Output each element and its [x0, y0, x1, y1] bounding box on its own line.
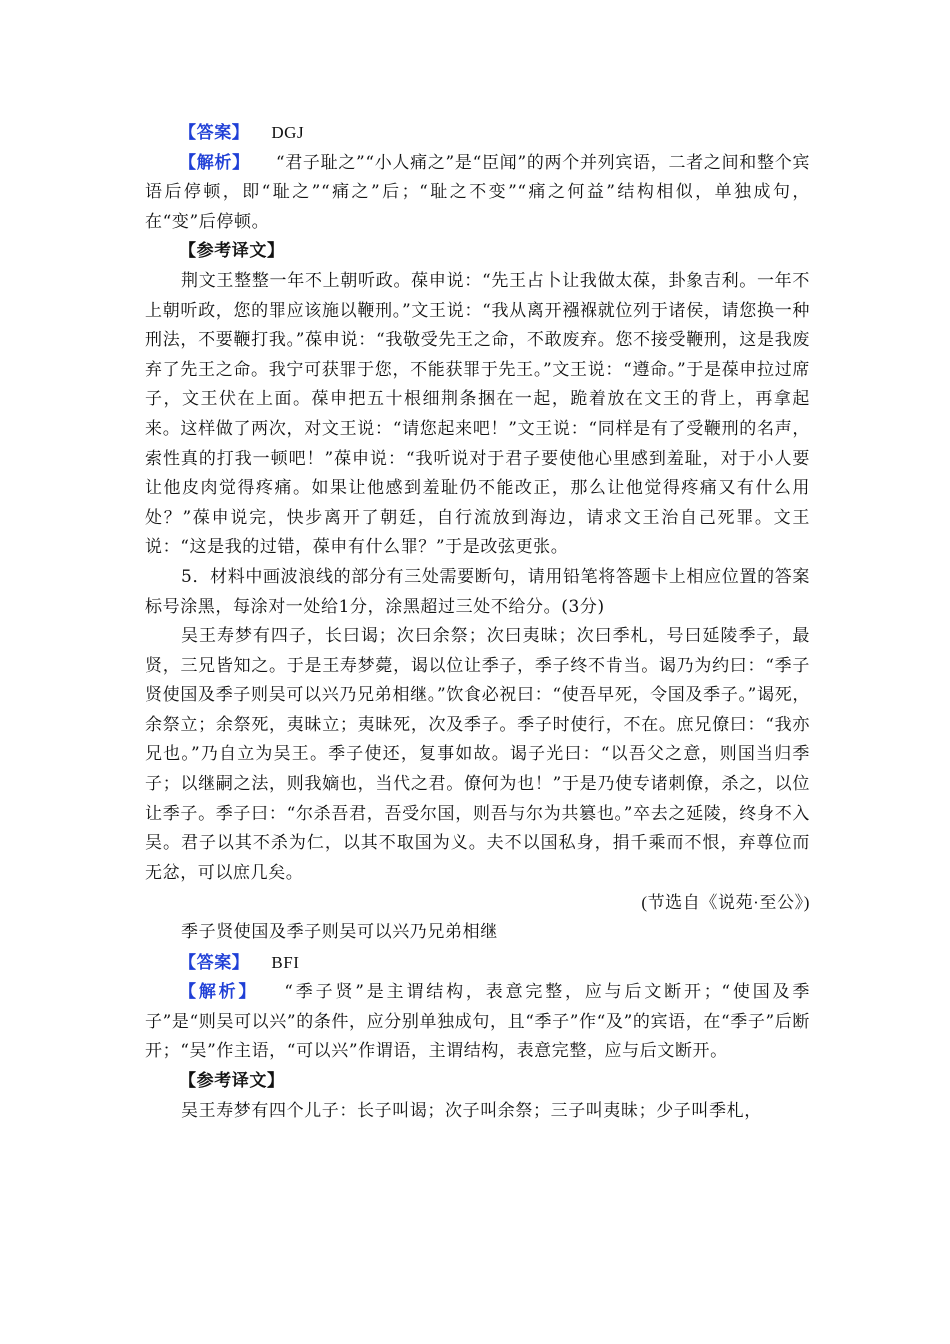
q5-question: 5．材料中画波浪线的部分有三处需要断句，请用铅笔将答题卡上相应位置的答案标号涂黑，每涂对一处给1分，涂黑超过三处不给分。(3分)	[145, 566, 810, 617]
q5-wavy-line: 季子贤使国及季子则吴可以兴乃兄弟相继	[181, 922, 498, 943]
document-page	[145, 118, 810, 1126]
q4-analysis	[145, 149, 810, 238]
answer-label: 【答案】	[179, 952, 250, 973]
q5-answer-line	[145, 948, 810, 979]
translation-label: 【参考译文】	[179, 1071, 285, 1091]
analysis-text: “君子耻之”“小人痛之”是“臣闻”的两个并列宾语，二者之间和整个宾语后停顿，即“耻之”“痛之”后；“耻之不变”“痛之何益”结构相似，单独成句，在“变”后停顿。	[145, 152, 810, 232]
answer-value: BFI	[271, 952, 300, 972]
q4-answer-line	[145, 118, 810, 149]
answer-label: 【答案】	[179, 123, 250, 143]
q5-translation-heading	[145, 1067, 810, 1097]
analysis-label: 【解析】	[179, 152, 250, 173]
q5-passage: 吴王寿梦有四子，长曰谒；次曰余祭；次曰夷昧；次曰季札，号曰延陵季子，最贤，三兄皆知之。于是王寿梦薨，谒以位让季子，季子终不肯当。谒乃为约曰：“季子贤使国及季子则吴可以兴乃兄弟相继。”饮食必祝曰：“使吾早死，令国及季子。”谒死，余祭立；余祭死，夷昧立；夷昧死，次及季子。季子时使行，不在。庶兄僚曰：“我亦兄也。”乃自立为吴王。季子使还，复事如故。谒子光曰：“以吾父之意，则国当归季子；以继嗣之法，则我嫡也，当代之君。僚何为也！”于是乃使专诸刺僚，杀之，以位让季子。季子曰：“尔杀吾君，吾受尔国，则吾与尔为共篡也。”卒去之延陵，终身不入吴。君子以其不杀为仁，以其不取国为义。夫不以国私身，捐千乘而不恨，弃尊位而无忿，可以庶几矣。	[145, 626, 810, 883]
analysis-label: 【解析】	[179, 982, 259, 1003]
translation-label: 【参考译文】	[179, 241, 285, 262]
q4-translation-text: 荆文王整整一年不上朝听政。葆申说：“先王占卜让我做太葆，卦象吉利。一年不上朝听政，您的罪应该施以鞭刑。”文王说：“我从离开襁褓就位列于诸侯，请您换一种刑法，不要鞭打我。”葆申说：“我敬受先王之命，不敢废弃。您不接受鞭刑，这是我废弃了先王之命。我宁可获罪于您，不能获罪于先王。”文王说：“遵命。”于是葆申拉过席子，文王伏在上面。葆申把五十根细荆条捆在一起，跪着放在文王的背上，再拿起来。这样做了两次，对文王说：“请您起来吧！”文王说：“同样是有了受鞭刑的名声，索性真的打我一顿吧！”葆申说：“我听说对于君子要使他心里感到羞耻，对于小人要让他皮肉觉得疼痛。如果让他感到羞耻仍不能改正，那么让他觉得疼痛又有什么用处？”葆申说完，快步离开了朝廷，自行流放到海边，请求文王治自己死罪。文王说：“这是我的过错，葆申有什么罪？”于是改弦更张。	[145, 270, 810, 558]
answer-value: DGJ	[271, 123, 305, 142]
q5-translation-text: 吴王寿梦有四个儿子：长子叫谒；次子叫余祭；三子叫夷昧；少子叫季札，	[181, 1100, 762, 1121]
q4-translation-heading	[145, 237, 810, 267]
q5-analysis	[145, 978, 810, 1067]
q5-source: (节选自《说苑·至公》)	[641, 893, 810, 913]
analysis-text: “季子贤”是主谓结构，表意完整，应与后文断开；“使国及季子”是“则吴可以兴”的条件，应分别单独成句，且“季子”作“及”的宾语，在“季子”后断开；“吴”作主语，“可以兴”作谓语，主谓结构，表意完整，应与后文断开。	[145, 982, 810, 1062]
